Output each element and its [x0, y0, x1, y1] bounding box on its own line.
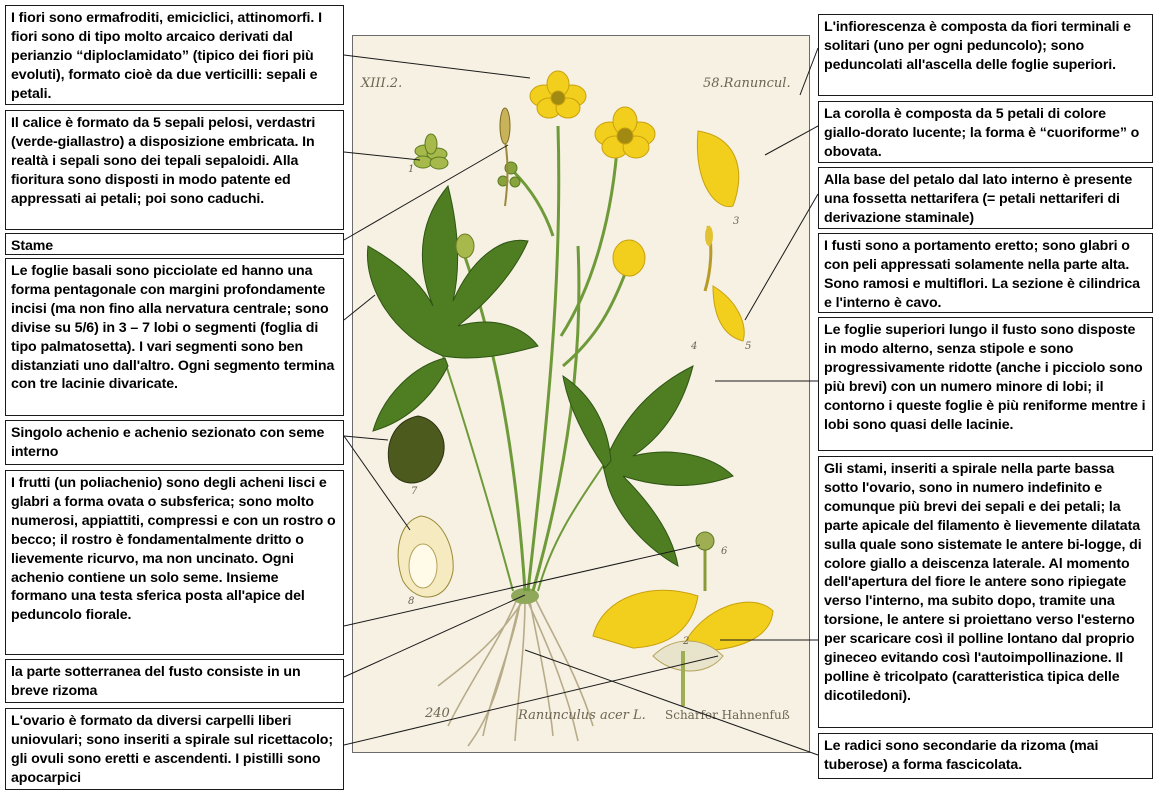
- botanical-plate: [352, 35, 810, 753]
- stems: [463, 126, 628, 591]
- label-stame: Stame: [5, 233, 344, 255]
- figure-number-4: 4: [691, 341, 698, 352]
- figure-number-2: 2: [683, 636, 690, 647]
- label-fiori: I fiori sono ermafroditi, emiciclici, attinomorfi. I fiori sono di tipo molto arcaico derivati dal perianzio “diploclamidato” (tipico dei fiori più evoluti), formato cioè da due verticilli: sepali e petali.: [5, 5, 344, 105]
- receptacle-figure: [696, 532, 714, 591]
- label-petalo-base: Alla base del petalo dal lato interno è presente una fossetta nettarifera (= petali nettariferi di derivazione staminale): [818, 167, 1153, 229]
- figure-number-7: 7: [411, 486, 418, 497]
- plate-page-number: 240: [425, 706, 450, 721]
- figure-number-5: 5: [745, 341, 752, 352]
- figure-number-1: 1: [408, 164, 415, 175]
- achene: [388, 416, 444, 483]
- figure-number-6: 6: [721, 546, 728, 557]
- roots: [438, 594, 593, 746]
- plate-species-name: Ranunculus acer L.: [518, 708, 646, 723]
- figure-number-3: 3: [733, 216, 740, 227]
- nectary-petal: [713, 286, 744, 341]
- label-corolla: La corolla è composta da 5 petali di colore giallo-dorato lucente; la forma è “cuoriforme” o obovata.: [818, 101, 1153, 163]
- single-petal: [697, 131, 738, 207]
- label-rizoma: la parte sotterranea del fusto consiste in un breve rizoma: [5, 659, 344, 703]
- label-fusti: I fusti sono a portamento eretto; sono glabri o con peli appressati solamente nella parte alta. Sono ramosi e multiflori. La sezione è cilindrica e l'interno è cavo.: [818, 233, 1153, 313]
- figure-number-8: 8: [408, 596, 415, 607]
- label-foglie-basali: Le foglie basali sono picciolate ed hanno una forma pentagonale con margini profondamente incisi (ma non fino alla nervatura centrale; sono divise su 5/6) in 3 – 7 lobi o segmenti (foglia di tipo palmatosetta). I vari segmenti sono ben distanziati uno dall'altro. Ogni segmento termina con tre lacinie divaricate.: [5, 258, 344, 416]
- sectioned-flower: [593, 590, 773, 706]
- label-achenio: Singolo achenio e achenio sezionato con seme interno: [5, 420, 344, 465]
- label-stami: Gli stami, inseriti a spirale nella parte bassa sotto l'ovario, sono in numero indefinito e comunque più brevi dei sepali e dei petali; la parte apicale del filamento è lievemente dilatata sulla quale sono sistemate le antere bi-logge, di colore giallo a deiscenza laterale. Al momento dell'apertura del fiore le antere sono ripiegate verso l'interno, ma subito dopo, tramite una torsione, le antere si proiettano verso l'esterno per scaricare così il polline lontano dal proprio gineceo evitando così l'autoimpollinazione. Il polline è tricolpato (caratteristica tipica delle dicotiledoni).: [818, 456, 1153, 728]
- label-infiorescenza: L'infiorescenza è composta da fiori terminali e solitari (uno per ogni peduncolo); sono peduncolati all'ascella delle foglie superiori.: [818, 14, 1153, 96]
- flowers: [456, 71, 655, 276]
- sepal-figure: [414, 108, 510, 206]
- plate-corner-right: 58.Ranuncul.: [703, 76, 791, 91]
- plate-common-name: Scharfer Hahnenfuß: [665, 708, 790, 722]
- plant-illustration: [353, 36, 811, 754]
- label-radici: Le radici sono secondarie da rizoma (mai tuberose) a forma fascicolata.: [818, 733, 1153, 779]
- basal-leaf: [367, 186, 538, 431]
- label-frutti: I frutti (un poliachenio) sono degli acheni lisci e glabri a forma ovata o subsferica; sono molto numerosi, appiattiti, compressi e con un rostro o becco; il rostro è fondamentalmente dritto o lievemente ricurvo, ma non uncinato. Ogni achenio contiene un solo seme. Insieme formano una testa sferica posta all'apice del peduncolo fiorale.: [5, 470, 344, 655]
- label-calice: Il calice è formato da 5 sepali pelosi, verdastri (verde-giallastro) a disposizione embricata. In realtà i sepali sono dei tepali sepaloidi. Alla fioritura sono disposti in modo patente ed appressati ai petali; poi sono caduchi.: [5, 110, 344, 230]
- plate-corner-left: XIII.2.: [361, 76, 403, 91]
- label-foglie-superiori: Le foglie superiori lungo il fusto sono disposte in modo alterno, senza stipole e sono progressivamente ridotte (anche i picciolo sono più brevi) con un numero minore di lobi; il contorno i queste foglie è più reniforme mentre i lobi sono quasi delle lacinie.: [818, 317, 1153, 451]
- label-ovario: L'ovario è formato da diversi carpelli liberi uniovulari; sono inseriti a spirale sul ricettacolo; gli ovuli sono eretti e ascendenti. I pistilli sono apocarpici: [5, 708, 344, 790]
